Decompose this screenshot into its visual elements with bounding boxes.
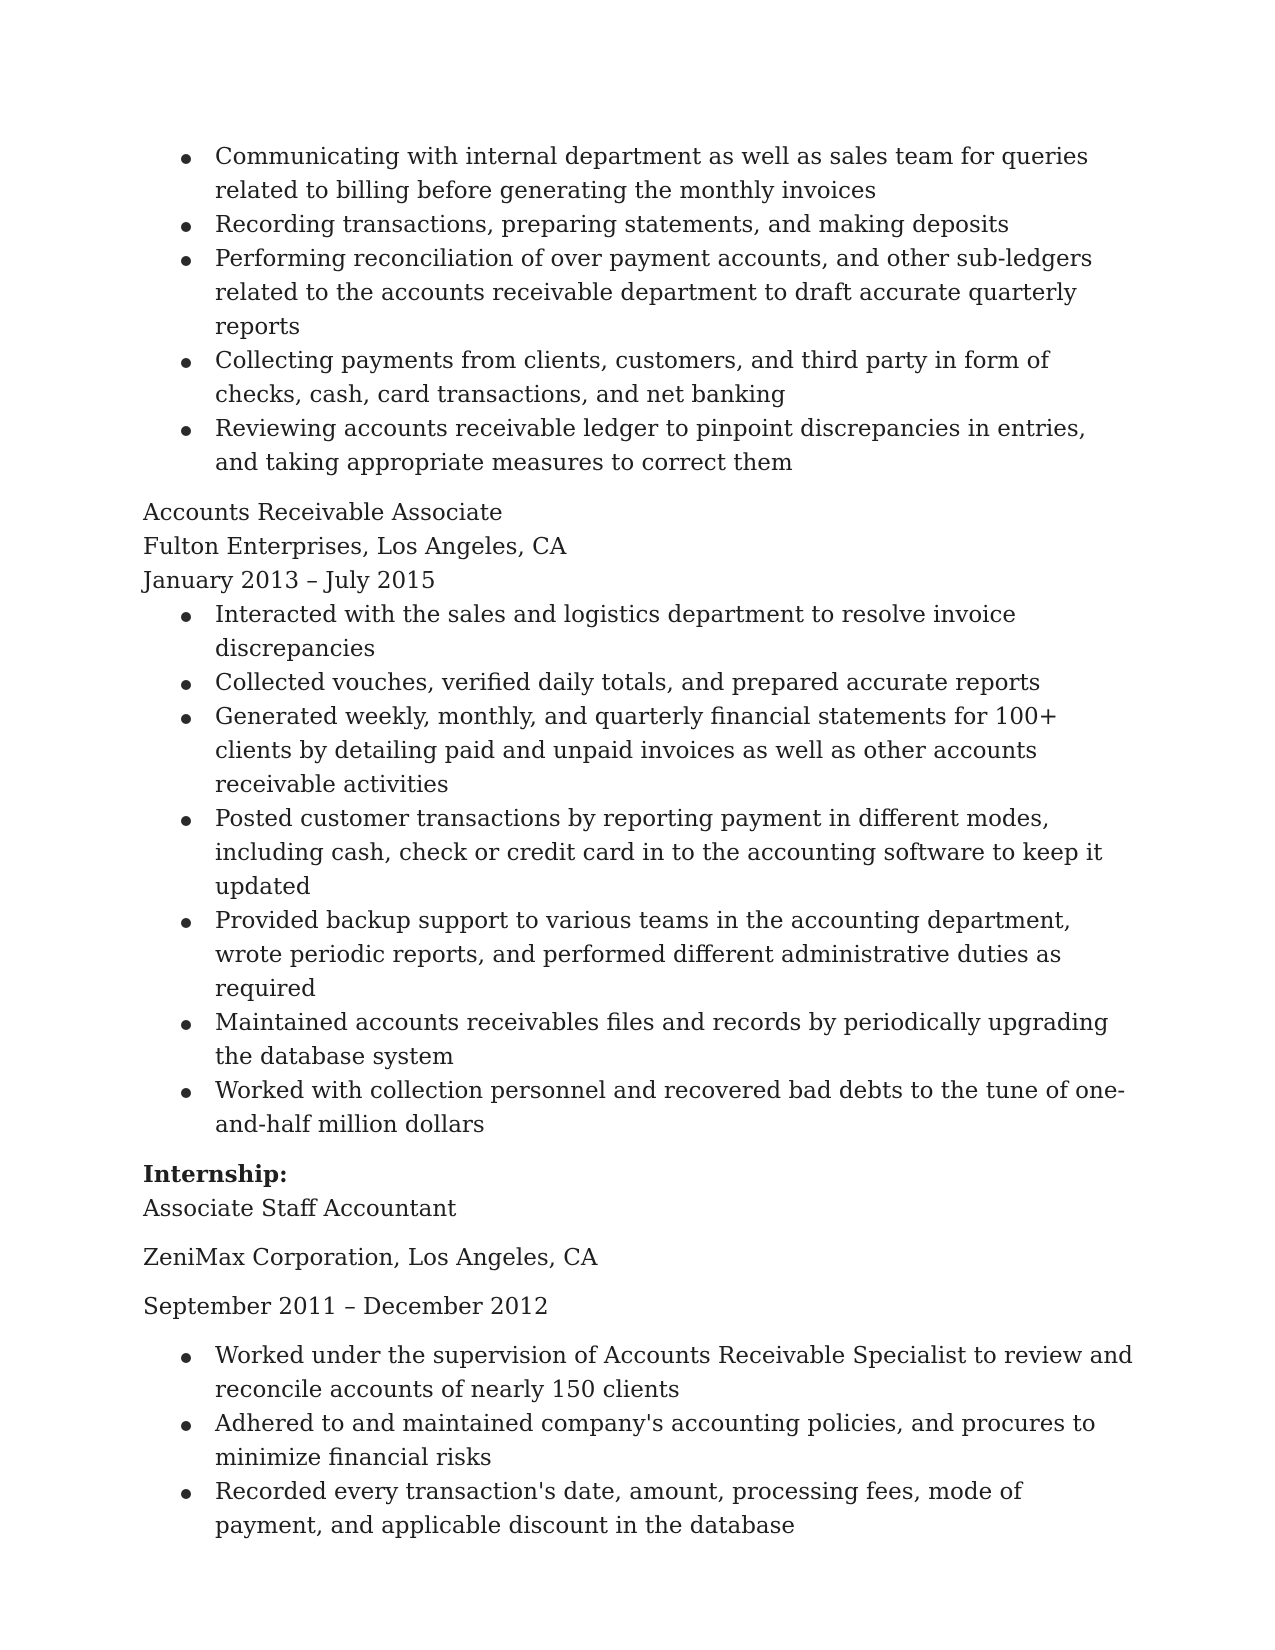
list-item (143, 802, 1133, 904)
list-item-text: Reviewing accounts receivable ledger to pinpoint discrepancies in entries, and taking appropriate measures to correct them (215, 416, 1086, 476)
list-item (143, 1006, 1133, 1074)
bullet-icon (181, 1421, 191, 1431)
bullet-icon (181, 358, 191, 368)
job-title: Accounts Receivable Associate (143, 500, 503, 526)
list-item (143, 242, 1133, 344)
list-item-text: Interacted with the sales and logistics department to resolve invoice discrepancies (215, 602, 1017, 662)
list-item (143, 412, 1133, 480)
bullet-icon (181, 1489, 191, 1499)
bullet-icon (181, 714, 191, 724)
bullet-icon (181, 256, 191, 266)
list-item (143, 598, 1133, 666)
bullet-icon (181, 154, 191, 164)
list-item-text: Recording transactions, preparing statements, and making deposits (215, 212, 1010, 238)
bullet-icon (181, 816, 191, 826)
list-item (143, 904, 1133, 1006)
list-item-text: Performing reconciliation of over payment accounts, and other sub-ledgers related to the accounts receivable department to draft accurate quarterly reports (215, 246, 1093, 340)
list-item (143, 1339, 1133, 1407)
list-item (143, 1407, 1133, 1475)
list-item-text: Maintained accounts receivables files and records by periodically upgrading the database system (215, 1010, 1109, 1070)
list-item (143, 140, 1133, 208)
list-item (143, 344, 1133, 412)
list-item (143, 1475, 1133, 1543)
internship-title: Associate Staff Accountant (143, 1196, 457, 1222)
bullet-icon (181, 612, 191, 622)
list-item-text: Generated weekly, monthly, and quarterly financial statements for 100+ clients by detailing paid and unpaid invoices as well as other accounts receivable activities (215, 704, 1058, 798)
job-dates: January 2013 – July 2015 (143, 568, 436, 594)
list-item (143, 666, 1133, 700)
bullet-icon (181, 222, 191, 232)
list-item-text: Adhered to and maintained company's accounting policies, and procures to minimize financial risks (215, 1411, 1096, 1471)
responsibilities-list (143, 140, 1133, 480)
bullet-icon (181, 918, 191, 928)
list-item (143, 208, 1133, 242)
list-item-text: Collected vouches, verified daily totals, and prepared accurate reports (215, 670, 1041, 696)
list-item-text: Communicating with internal department as well as sales team for queries related to billing before generating the monthly invoices (215, 144, 1089, 204)
list-item (143, 1074, 1133, 1142)
list-item-text: Recorded every transaction's date, amount, processing fees, mode of payment, and applicable discount in the database (215, 1479, 1022, 1539)
bullet-icon (181, 1353, 191, 1363)
internship-company: ZeniMax Corporation, Los Angeles, CA (143, 1245, 598, 1271)
list-item-text: Posted customer transactions by reporting payment in different modes, including cash, check or credit card in to the accounting software to keep it updated (215, 806, 1103, 900)
bullet-icon (181, 1020, 191, 1030)
list-item-text: Worked under the supervision of Accounts Receivable Specialist to review and reconcile accounts of nearly 150 clients (215, 1343, 1133, 1403)
list-item-text: Provided backup support to various teams in the accounting department, wrote periodic reports, and performed different administrative duties as required (215, 908, 1071, 1002)
list-item-text: Worked with collection personnel and recovered bad debts to the tune of one-and-half million dollars (215, 1078, 1126, 1138)
bullet-icon (181, 680, 191, 690)
bullet-icon (181, 1088, 191, 1098)
internship-heading: Internship: (143, 1161, 288, 1188)
internship-dates: September 2011 – December 2012 (143, 1294, 549, 1320)
job-bullets-list (143, 598, 1133, 1142)
list-item (143, 700, 1133, 802)
internship-bullets-list (143, 1339, 1133, 1543)
bullet-icon (181, 426, 191, 436)
list-item-text: Collecting payments from clients, customers, and third party in form of checks, cash, card transactions, and net banking (215, 348, 1049, 408)
job-company: Fulton Enterprises, Los Angeles, CA (143, 534, 567, 560)
resume-page (143, 140, 1133, 1543)
